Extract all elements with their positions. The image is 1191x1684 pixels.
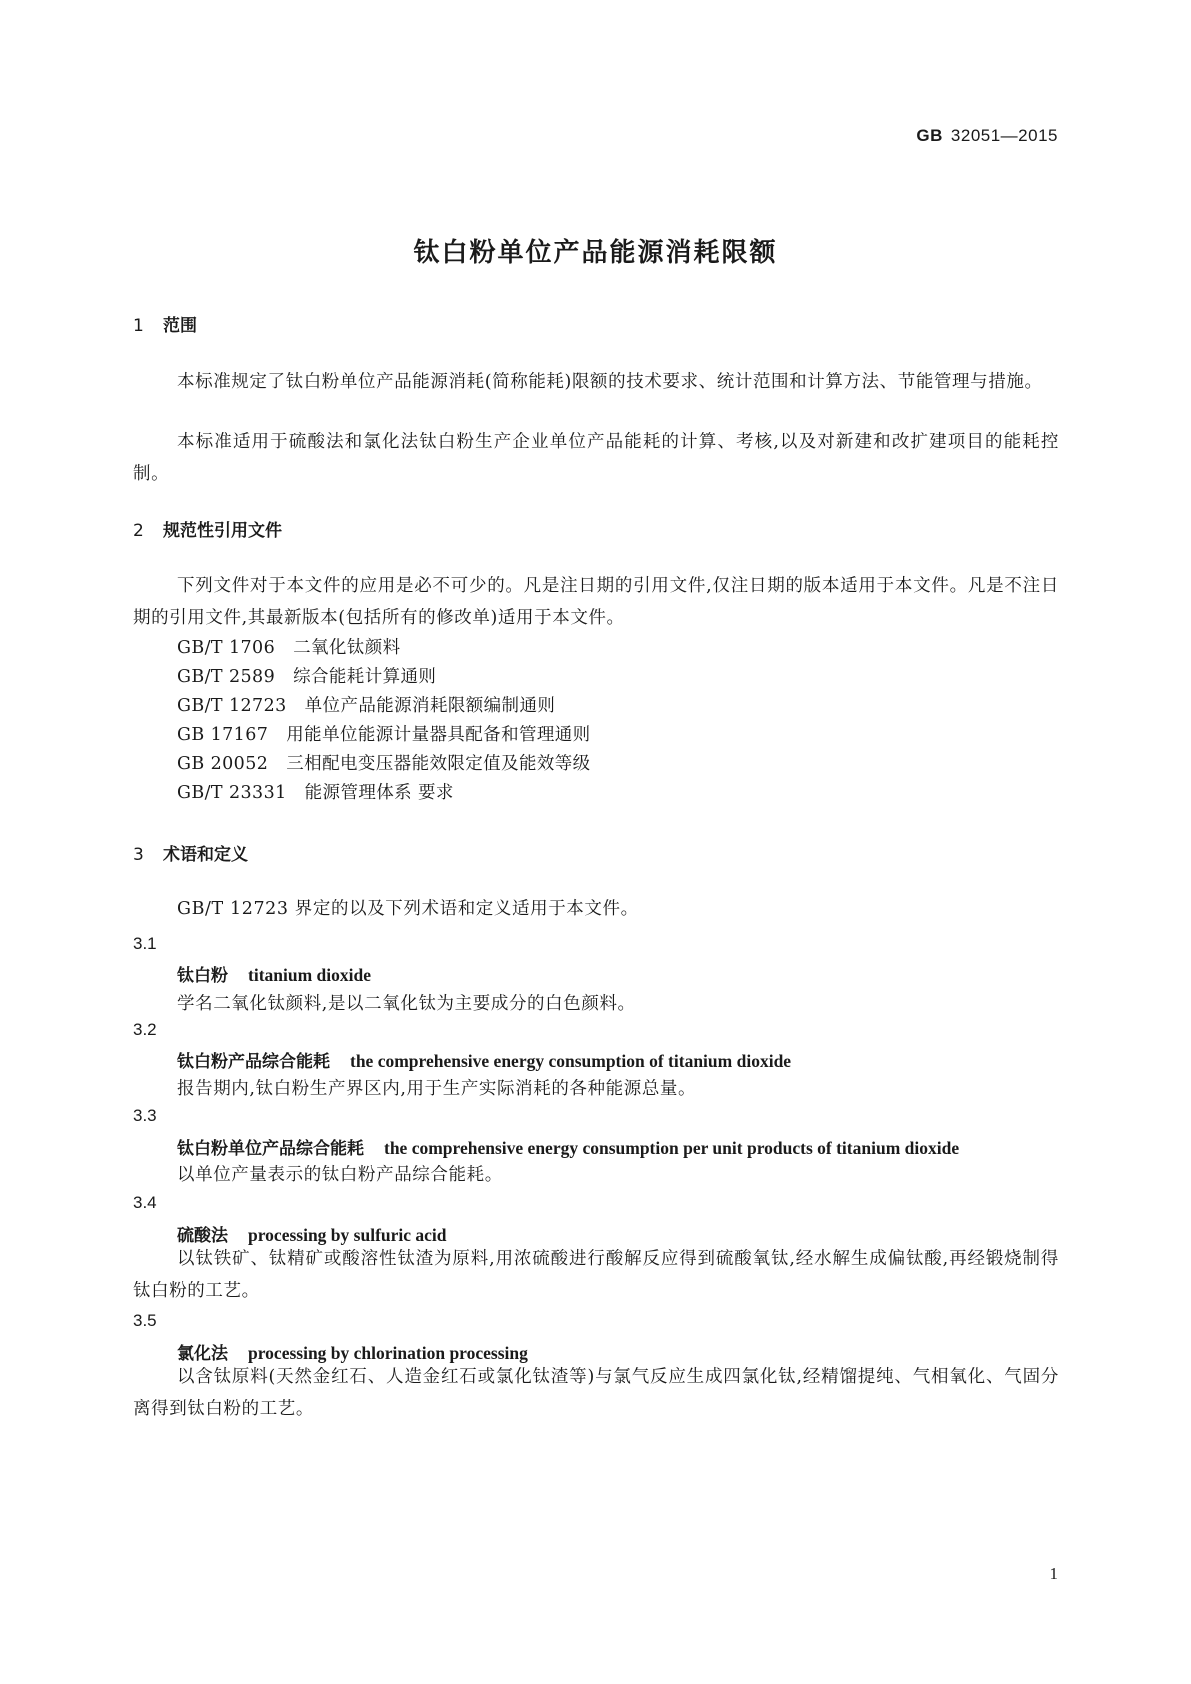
reference-code: GB 17167 <box>177 725 269 745</box>
section-number: 3 <box>133 845 144 865</box>
section-1-paragraph-1: 本标准规定了钛白粉单位产品能源消耗(简称能耗)限额的技术要求、统计范围和计算方法、节能管理与措施。 <box>177 372 1043 392</box>
term-zh: 钛白粉产品综合能耗 <box>177 1052 330 1072</box>
reference-name: 综合能耗计算通则 <box>293 667 437 687</box>
term-zh: 钛白粉 <box>177 966 228 986</box>
standard-code <box>916 126 1058 146</box>
reference-item <box>177 634 401 659</box>
term-zh: 钛白粉单位产品综合能耗 <box>177 1139 364 1159</box>
term-heading <box>177 1047 791 1072</box>
reference-name: 三相配电变压器能效限定值及能效等级 <box>286 754 591 774</box>
term-definition: 报告期内,钛白粉生产界区内,用于生产实际消耗的各种能源总量。 <box>177 1079 697 1099</box>
reference-name: 能源管理体系 要求 <box>304 783 454 803</box>
term-definition: 以含钛原料(天然金红石、人造金红石或氯化钛渣等)与氯气反应生成四氯化钛,经精馏提纯、气相氧化、气固分离得到钛白粉的工艺。 <box>133 1367 1059 1419</box>
term-en: processing by chlorination processing <box>248 1343 528 1363</box>
reference-name: 用能单位能源计量器具配备和管理通则 <box>286 725 591 745</box>
section-number: 2 <box>133 521 144 541</box>
reference-code: GB/T 1706 <box>177 638 276 658</box>
reference-code: GB/T 2589 <box>177 667 276 687</box>
section-3-intro: GB/T 12723 界定的以及下列术语和定义适用于本文件。 <box>177 899 639 919</box>
section-2-heading <box>133 516 282 541</box>
reference-item <box>177 692 555 717</box>
section-title: 术语和定义 <box>163 845 248 865</box>
reference-item <box>177 779 454 804</box>
reference-code: GB/T 23331 <box>177 783 287 803</box>
reference-name: 单位产品能源消耗限额编制通则 <box>304 696 556 716</box>
section-3-heading <box>133 840 248 865</box>
reference-item <box>177 663 436 688</box>
term-number: 3.5 <box>133 1311 157 1330</box>
document-title: 钛白粉单位产品能源消耗限额 <box>413 238 778 268</box>
term-number: 3.1 <box>133 934 157 953</box>
term-en: titanium dioxide <box>248 965 372 985</box>
term-number: 3.4 <box>133 1193 157 1212</box>
term-definition: 以单位产量表示的钛白粉产品综合能耗。 <box>177 1165 503 1185</box>
section-title: 范围 <box>163 316 197 336</box>
section-1-heading <box>133 311 197 336</box>
term-number: 3.3 <box>133 1106 157 1125</box>
term-definition: 学名二氧化钛颜料,是以二氧化钛为主要成分的白色颜料。 <box>177 994 636 1014</box>
term-zh: 硫酸法 <box>177 1226 228 1246</box>
reference-code: GB 20052 <box>177 754 269 774</box>
section-2-intro: 下列文件对于本文件的应用是必不可少的。凡是注日期的引用文件,仅注日期的版本适用于本文件。凡是不注日期的引用文件,其最新版本(包括所有的修改单)适用于本文件。 <box>133 576 1059 628</box>
term-en: the comprehensive energy consumption per unit products of titanium dioxide <box>384 1138 960 1158</box>
term-number: 3.2 <box>133 1020 157 1039</box>
section-title: 规范性引用文件 <box>163 521 282 541</box>
reference-item <box>177 750 591 775</box>
standard-prefix: GB <box>916 126 943 145</box>
term-heading <box>177 961 371 986</box>
term-zh: 氯化法 <box>177 1344 228 1364</box>
term-en: processing by sulfuric acid <box>248 1225 447 1245</box>
reference-item <box>177 721 591 746</box>
term-en: the comprehensive energy consumption of titanium dioxide <box>350 1051 792 1071</box>
reference-name: 二氧化钛颜料 <box>293 638 401 658</box>
section-1-paragraph-2: 本标准适用于硫酸法和氯化法钛白粉生产企业单位产品能耗的计算、考核,以及对新建和改扩建项目的能耗控制。 <box>133 432 1059 484</box>
term-heading <box>177 1134 959 1159</box>
reference-code: GB/T 12723 <box>177 696 287 716</box>
term-definition: 以钛铁矿、钛精矿或酸溶性钛渣为原料,用浓硫酸进行酸解反应得到硫酸氧钛,经水解生成偏钛酸,再经锻烧制得钛白粉的工艺。 <box>133 1249 1059 1301</box>
section-number: 1 <box>133 316 144 336</box>
page-number: 1 <box>1049 1564 1058 1583</box>
standard-number: 32051—2015 <box>950 126 1058 145</box>
